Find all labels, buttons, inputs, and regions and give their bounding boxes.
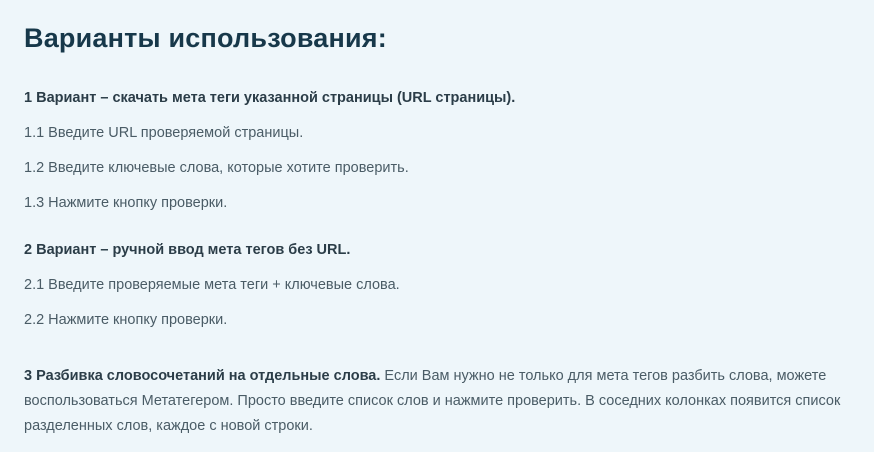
section-1-step-2: 1.2 Введите ключевые слова, которые хотите проверить. [24,160,409,177]
section-word-splitting [24,364,850,440]
section-3-body: Если Вам нужно не только для мета тегов разбить слова, можете воспользоваться Метатегером. Просто введите список слов и нажмите проверить. В соседних колонках появится список разделенных слов, каждое с новой строки. [24,367,841,435]
section-variant-2 [24,240,850,331]
section-1-step-3: 1.3 Нажмите кнопку проверки. [24,195,228,212]
section-2-step-2: 2.2 Нажмите кнопку проверки. [24,312,228,329]
section-variant-1 [24,88,850,214]
page-title: Варианты использования: [24,23,387,53]
section-1-step-1: 1.1 Введите URL проверяемой страницы. [24,125,304,142]
section-3-lead: 3 Разбивка словосочетаний на отдельные слова. [24,367,381,384]
section-2-heading: 2 Вариант – ручной ввод мета тегов без URL. [24,242,351,259]
section-1-heading: 1 Вариант – скачать мета теги указанной страницы (URL страницы). [24,90,516,107]
section-2-step-1: 2.1 Введите проверяемые мета теги + ключевые слова. [24,277,400,294]
section-3-paragraph [24,364,850,440]
